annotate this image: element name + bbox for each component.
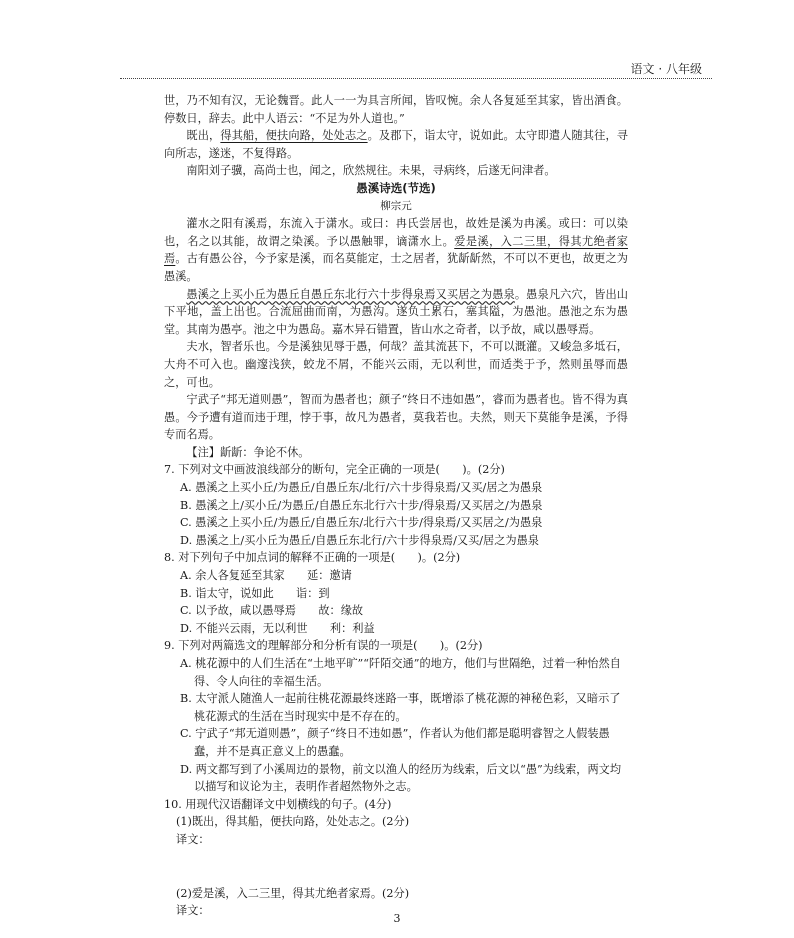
- question-8-stem: 8. 对下列句子中加点词的解释不正确的一项是( )。(2分): [164, 551, 461, 565]
- wavy-underlined-sentence: 愚溪之上买小丘为愚丘自愚丘东北行六十步得泉焉又买居之为愚泉: [186, 287, 515, 301]
- passage1-p2-text-b: 。及郡下，诣太守，说如此。太守即遣人随其往，寻向所志，遂迷，不复得路。: [164, 129, 628, 160]
- question-8-option-c: C. 以予故，咸以愚辱焉 故：缘故: [180, 604, 364, 618]
- question-8-option-d: D. 不能兴云雨，无以利世 利：利益: [180, 621, 375, 635]
- passage1-paragraph-1: 世，乃不知有汉，无论魏晋。此人一一为具言所闻，皆叹惋。余人各复延至其家，皆出酒食。停数日，辞去。此中人语云：“不足为外人道也。”: [164, 94, 628, 125]
- header-dotted-divider: [120, 78, 712, 79]
- question-9-option-a: A. 桃花源中的人们生活在“土地平旷”“阡陌交通”的地方，他们与世隔绝，过着一种怡然自得、令人向往的幸福生活。: [180, 657, 621, 688]
- question-10-stem: 10. 用现代汉语翻译文中划横线的句子。(4分): [164, 797, 392, 811]
- passage2-author: 柳宗元: [380, 199, 412, 212]
- passage2-paragraph-4: 宁武子“邦无道则愚”，智而为愚者也；颜子“终日不违如愚”，睿而为愚者也。皆不得为真愚。今予遭有道而违于理，悖于事，故凡为愚者，莫我若也。夫然，则天下莫能争是溪，予得专而名焉。: [164, 393, 628, 442]
- passage1-paragraph-2: [164, 127, 628, 162]
- question-8-option-b: B. 诣太守，说如此 诣：到: [180, 586, 330, 600]
- underlined-sentence-2: 爱是溪，入二三里，得其尤绝者家焉: [164, 234, 628, 266]
- question-7-option-d: D. 愚溪之上/买小丘为愚丘/自愚丘东北行/六十步得泉焉/又买/居之为愚泉: [180, 533, 539, 547]
- answer-label-2: 译文：: [176, 904, 210, 918]
- answer-label-1: 译文：: [176, 832, 210, 846]
- question-9-option-b: B. 太守派人随渔人一起前往桃花源最终迷路一事，既增添了桃花源的神秘色彩，又暗示了桃花源式的生活在当时现实中是不存在的。: [180, 692, 621, 723]
- passage2-p1-text-b: 。古有愚公谷，今予家是溪，而名莫能定，士之居者，犹龂龂然，不可以不更也，故更之为愚溪。: [164, 252, 628, 283]
- question-9-option-d: D. 两文都写到了小溪周边的景物，前文以渔人的经历为线索，后文以“愚”为线索，两文均以描写和议论为主，表明作者超然物外之志。: [180, 762, 622, 794]
- question-10-sub-1: (1)既出，得其船，便扶向路，处处志之。(2分): [176, 815, 410, 829]
- passage1-p2-text-a: 既出，: [186, 129, 221, 143]
- question-9-stem: 9. 下列对两篇选文的理解部分和分析有误的一项是( )。(2分): [164, 639, 483, 653]
- passage2-p2-text-b: 。愚泉凡六穴，皆出山下平地，盖上出也。合流屈曲而南，为愚沟。遂负土累石，塞其隘，为愚池。愚池之东为愚堂。其南为愚亭。池之中为愚岛。嘉木异石错置，皆山水之奇者，以予故，咸以愚辱焉。: [164, 287, 628, 336]
- underlined-sentence-1: 得其船，便扶向路，处处志之: [220, 129, 368, 143]
- passage2-p1-text-a: 灌水之阳有溪焉，东流入于潇水。或曰：冉氏尝居也，故姓是溪为冉溪。或曰：可以染也，名之以其能，故谓之染溪。予以愚触罪，谪潇水上。: [164, 217, 628, 248]
- subject-grade-label: 语文 · 八年级: [630, 62, 702, 76]
- question-7-option-a: A. 愚溪之上买小丘/为愚丘/自愚丘东/北行/六十步得泉焉/又买/居之为愚泉: [180, 481, 543, 495]
- question-9-option-c: C. 宁武子“邦无道则愚”，颜子“终日不违如愚”，作者认为他们都是聪明睿智之人假装愚蠢，并不是真正意义上的愚蠢。: [180, 727, 610, 758]
- question-7-stem: 7. 下列对文中画波浪线部分的断句，完全正确的一项是( )。(2分): [164, 463, 505, 477]
- question-10-sub-2: (2)爱是溪，入二三里，得其尤绝者家焉。(2分): [176, 886, 410, 900]
- question-7-option-b: B. 愚溪之上/买小丘/为愚丘/自愚丘东北行六十步/得泉焉/又买居之/为愚泉: [180, 498, 543, 512]
- passage2-title: 愚溪诗选(节选): [356, 180, 436, 195]
- passage1-paragraph-3: 南阳刘子骥，高尚士也，闻之，欣然规往。未果，寻病终，后遂无问津者。: [186, 164, 556, 178]
- question-7-option-c: C. 愚溪之上买小丘/为愚丘/自愚丘东/北行六十步/得泉焉/又买居之/为愚泉: [180, 516, 543, 530]
- page-content: [164, 92, 628, 920]
- answer-space-1[interactable]: [164, 849, 628, 885]
- passage2-paragraph-1: [164, 215, 628, 285]
- question-8-option-a: A. 余人各复延至其家 延：邀请: [180, 569, 352, 583]
- passage2-paragraph-2: [164, 286, 628, 339]
- passage2-paragraph-3: 夫水，智者乐也。今是溪独见辱于愚，何哉？盖其流甚下，不可以溉灌。又峻急多坻石，大舟不可入也。幽邃浅狭，蛟龙不屑，不能兴云雨，无以利世，而适类于予，然则虽辱而愚之，可也。: [164, 340, 628, 389]
- annotation-note: 【注】龂龂：争论不休。: [186, 445, 310, 459]
- page-number: 3: [393, 912, 401, 925]
